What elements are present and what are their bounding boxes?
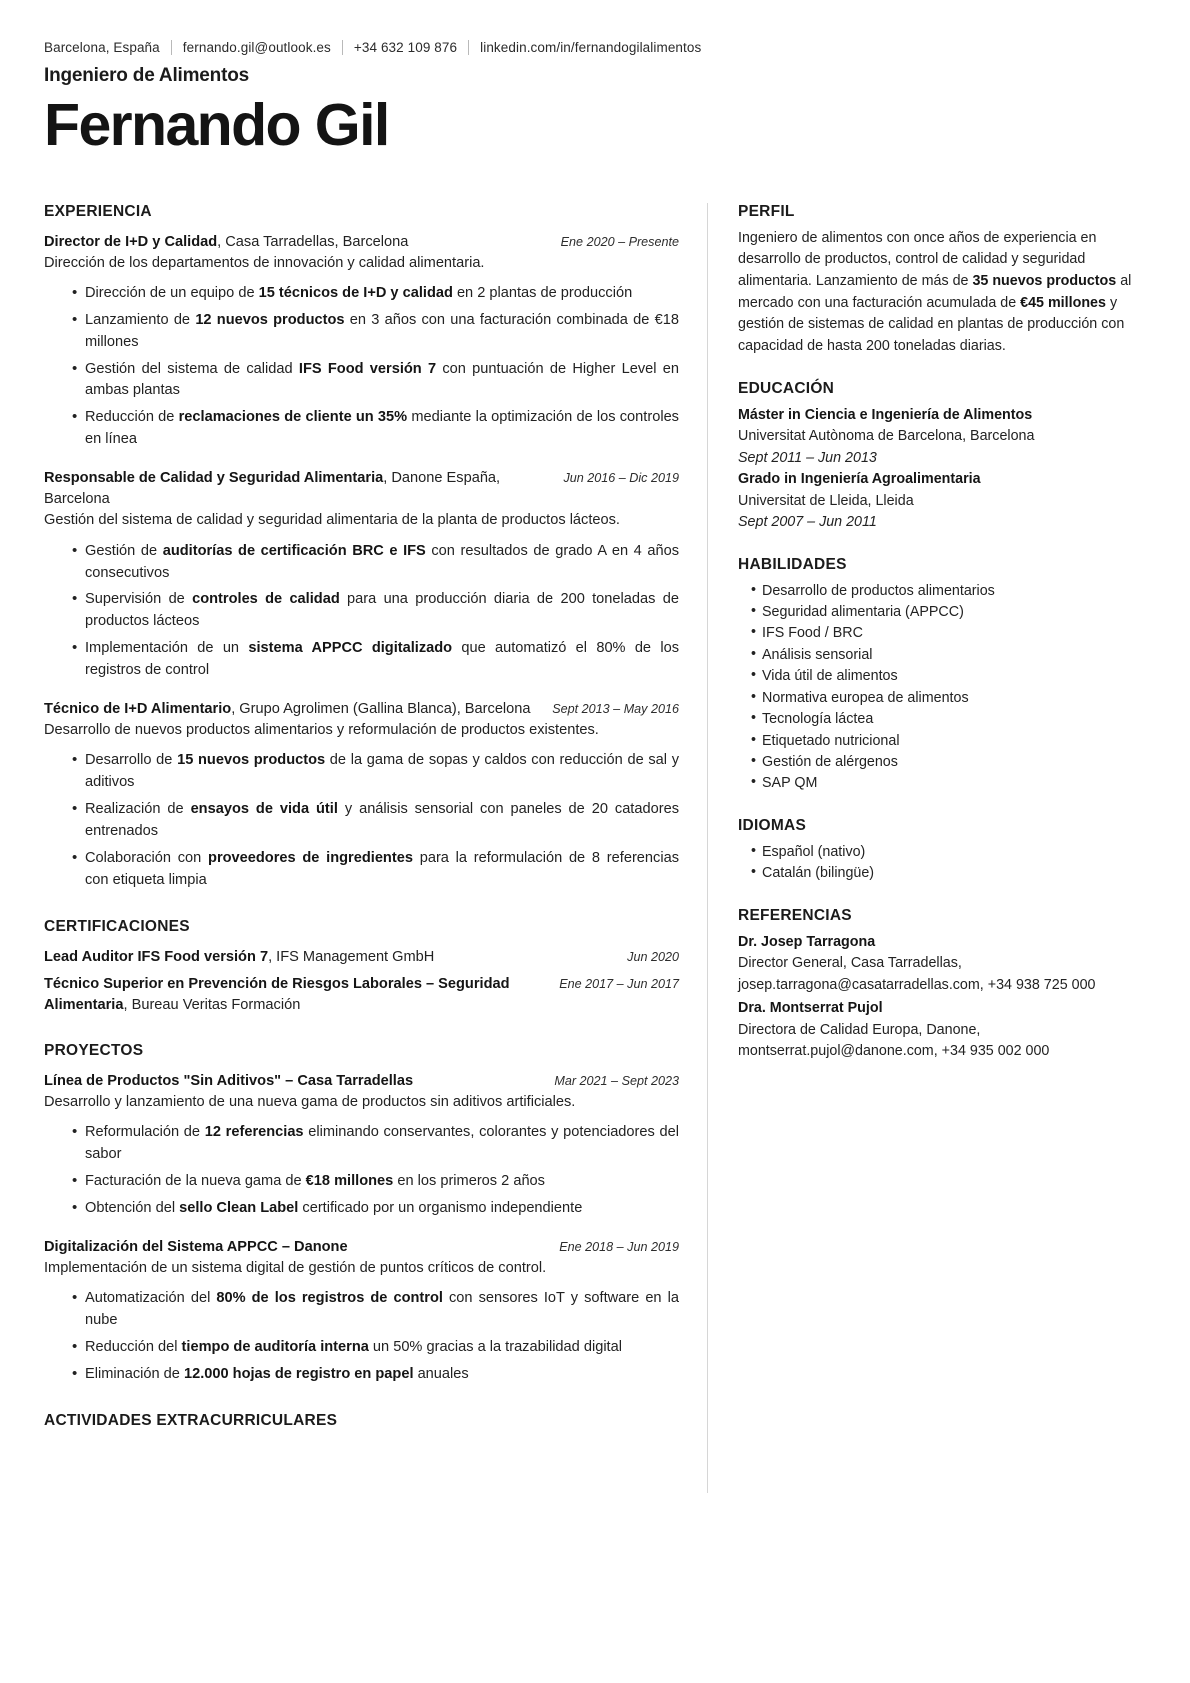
list-item: • Obtención del sello Clean Label certificado por un organismo independiente — [72, 1198, 679, 1220]
entry-title: Lead Auditor IFS Food versión 7, IFS Management GmbH — [44, 948, 435, 965]
entry-header — [44, 232, 679, 253]
language-item: • Español (nativo) — [751, 842, 1144, 863]
entry-date: Sept 2013 – May 2016 — [552, 701, 679, 716]
entry-header — [44, 699, 679, 720]
section-actividades-extracurriculares — [44, 1412, 679, 1430]
reference-item — [738, 932, 1144, 996]
resume-entry — [44, 1071, 679, 1220]
list-item: • Implementación de un sistema APPCC digitalizado que automatizó el 80% de los registros de control — [72, 638, 679, 682]
entry-date: Ene 2017 – Jun 2017 — [559, 976, 679, 991]
contact-email[interactable]: fernando.gil@outlook.es — [182, 40, 331, 55]
entry-bullet-list — [44, 541, 679, 682]
education-degree: Grado in Ingeniería Agroalimentaria — [738, 471, 981, 488]
section-heading-referencias: REFERENCIAS — [738, 906, 852, 924]
resume-entry — [44, 468, 679, 682]
education-item — [738, 405, 1144, 469]
body-columns — [44, 203, 1144, 1493]
entry-header — [44, 947, 679, 968]
contact-linkedin[interactable]: linkedin.com/in/fernandogilalimentos — [480, 40, 702, 55]
skill-item: • Etiquetado nutricional — [751, 731, 1144, 752]
entry-description: Dirección de los departamentos de innovación y calidad alimentaria. — [44, 254, 485, 271]
list-item: • Eliminación de 12.000 hojas de registro en papel anuales — [72, 1364, 679, 1386]
section-heading-proyectos: PROYECTOS — [44, 1042, 144, 1060]
section-heading-idiomas: IDIOMAS — [738, 816, 807, 834]
sidebar-column — [708, 203, 1144, 1493]
list-item: • Gestión de auditorías de certificación BRC e IFS con resultados de grado A en 4 años consecutivos — [72, 541, 679, 585]
reference-name: Dr. Josep Tarragona — [738, 933, 876, 950]
entry-date: Jun 2020 — [627, 949, 679, 964]
entry-description: Desarrollo de nuevos productos alimentarios y reformulación de productos existentes. — [44, 722, 599, 739]
reference-detail: Director General, Casa Tarradellas, josep.tarragona@casatarradellas.com, +34 938 725 000 — [738, 955, 1096, 993]
skill-item: • SAP QM — [751, 773, 1144, 794]
list-item: • Realización de ensayos de vida útil y análisis sensorial con paneles de 20 catadores entrenados — [72, 799, 679, 843]
project-entry-list — [44, 1071, 679, 1386]
list-item: • Gestión del sistema de calidad IFS Food versión 7 con puntuación de Higher Level en ambas plantas — [72, 359, 679, 403]
education-date: Sept 2007 – Jun 2011 — [738, 514, 877, 531]
education-date: Sept 2011 – Jun 2013 — [738, 449, 877, 466]
section-educacion — [738, 380, 1144, 534]
skills-list — [738, 581, 1144, 795]
entry-bullet-list — [44, 1288, 679, 1386]
experience-entry-list — [44, 232, 679, 892]
entry-date: Ene 2020 – Presente — [560, 234, 679, 249]
entry-title: Línea de Productos "Sin Aditivos" – Casa Tarradellas — [44, 1073, 414, 1090]
list-item: • Lanzamiento de 12 nuevos productos en 3 años con una facturación combinada de €18 millones — [72, 310, 679, 354]
entry-description: Gestión del sistema de calidad y seguridad alimentaria de la planta de productos lácteos. — [44, 512, 620, 529]
profile-text: Ingeniero de alimentos con once años de experiencia en desarrollo de productos, control de calidad y seguridad alimentaria. Lanzamiento de más de 35 nuevos productos al mercado con una facturación acumulada de €45 millones y gestión de sistemas de calidad en plantas de producción con capacidad de hasta 200 toneladas diarias. — [738, 229, 1132, 355]
certification-entry-list — [44, 947, 679, 1016]
contact-separator-icon — [468, 40, 469, 55]
list-item: • Reducción de reclamaciones de cliente un 35% mediante la optimización de los controles en línea — [72, 407, 679, 451]
skill-item: • Tecnología láctea — [751, 709, 1144, 730]
entry-bullet-list — [44, 283, 679, 451]
skill-item: • Vida útil de alimentos — [751, 666, 1144, 687]
skill-item: • Análisis sensorial — [751, 645, 1144, 666]
section-heading-experiencia: EXPERIENCIA — [44, 202, 152, 220]
entry-title: Digitalización del Sistema APPCC – Danone — [44, 1238, 348, 1255]
education-degree: Máster in Ciencia e Ingeniería de Alimentos — [738, 406, 1033, 423]
entry-title: Director de I+D y Calidad, Casa Tarradellas, Barcelona — [44, 233, 409, 250]
list-item: • Facturación de la nueva gama de €18 millones en los primeros 2 años — [72, 1171, 679, 1193]
entry-bullet-list — [44, 1122, 679, 1220]
list-item: • Desarrollo de 15 nuevos productos de la gama de sopas y caldos con reducción de sal y aditivos — [72, 750, 679, 794]
skill-item: • Gestión de alérgenos — [751, 752, 1144, 773]
education-item-list — [738, 405, 1144, 534]
contact-separator-icon — [171, 40, 172, 55]
resume-entry — [44, 232, 679, 452]
list-item: • Supervisión de controles de calidad para una producción diaria de 200 toneladas de productos lácteos — [72, 589, 679, 633]
entry-header — [44, 1071, 679, 1092]
skill-item: • IFS Food / BRC — [751, 623, 1144, 644]
section-heading-educacion: EDUCACIÓN — [738, 379, 835, 397]
education-school: Universitat de Lleida, Lleida — [738, 492, 914, 509]
language-item: • Catalán (bilingüe) — [751, 863, 1144, 884]
entry-title: Técnico Superior en Prevención de Riesgos Laborales – Seguridad Alimentaria, Bureau Veritas Formación — [44, 975, 510, 1013]
resume-entry — [44, 1237, 679, 1386]
contact-separator-icon — [342, 40, 343, 55]
page-title: Fernando Gil — [44, 92, 389, 158]
education-school: Universitat Autònoma de Barcelona, Barcelona — [738, 428, 1035, 445]
list-item: • Automatización del 80% de los registros de control con sensores IoT y software en la nube — [72, 1288, 679, 1332]
entry-bullet-list — [44, 750, 679, 891]
entry-title: Técnico de I+D Alimentario, Grupo Agrolimen (Gallina Blanca), Barcelona — [44, 700, 531, 717]
resume-entry — [44, 947, 679, 968]
entry-date: Jun 2016 – Dic 2019 — [563, 471, 679, 486]
entry-header — [44, 1237, 679, 1258]
entry-date: Mar 2021 – Sept 2023 — [554, 1074, 679, 1089]
resume-entry — [44, 974, 679, 1016]
entry-title: Responsable de Calidad y Seguridad Alimentaria, Danone España, Barcelona — [44, 470, 501, 508]
list-item: • Reducción del tiempo de auditoría interna un 50% gracias a la trazabilidad digital — [72, 1337, 679, 1359]
languages-list — [738, 842, 1144, 885]
entry-header — [44, 468, 679, 510]
section-heading-certificaciones: CERTIFICACIONES — [44, 917, 190, 935]
section-proyectos — [44, 1042, 679, 1386]
section-heading-actividades: ACTIVIDADES EXTRACURRICULARES — [44, 1411, 338, 1429]
entry-header — [44, 974, 679, 1016]
education-item — [738, 469, 1144, 533]
reference-item-list — [738, 932, 1144, 1063]
entry-description: Desarrollo y lanzamiento de una nueva gama de productos sin aditivos artificiales. — [44, 1094, 576, 1111]
reference-name: Dra. Montserrat Pujol — [738, 1000, 883, 1017]
list-item: • Colaboración con proveedores de ingredientes para la reformulación de 8 referencias con etiqueta limpia — [72, 848, 679, 892]
section-idiomas — [738, 817, 1144, 885]
section-experiencia — [44, 203, 679, 892]
contact-line — [44, 40, 1144, 55]
resume-entry — [44, 699, 679, 892]
section-heading-perfil: PERFIL — [738, 202, 795, 220]
job-title: Ingeniero de Alimentos — [44, 65, 249, 86]
section-certificaciones — [44, 918, 679, 1016]
reference-detail: Directora de Calidad Europa, Danone, montserrat.pujol@danone.com, +34 935 002 000 — [738, 1021, 1050, 1059]
section-heading-habilidades: HABILIDADES — [738, 555, 847, 573]
contact-phone[interactable]: +34 632 109 876 — [353, 40, 458, 55]
contact-location: Barcelona, España — [44, 40, 160, 55]
entry-description: Implementación de un sistema digital de gestión de puntos críticos de control. — [44, 1260, 547, 1277]
skill-item: • Normativa europea de alimentos — [751, 688, 1144, 709]
section-habilidades — [738, 556, 1144, 795]
main-column — [44, 203, 707, 1493]
list-item: • Dirección de un equipo de 15 técnicos de I+D y calidad en 2 plantas de producción — [72, 283, 679, 305]
section-referencias — [738, 907, 1144, 1063]
list-item: • Reformulación de 12 referencias eliminando conservantes, colorantes y potenciadores del sabor — [72, 1122, 679, 1166]
skill-item: • Desarrollo de productos alimentarios — [751, 581, 1144, 602]
entry-date: Ene 2018 – Jun 2019 — [559, 1239, 679, 1254]
section-perfil — [738, 203, 1144, 358]
reference-item — [738, 998, 1144, 1062]
skill-item: • Seguridad alimentaria (APPCC) — [751, 602, 1144, 623]
